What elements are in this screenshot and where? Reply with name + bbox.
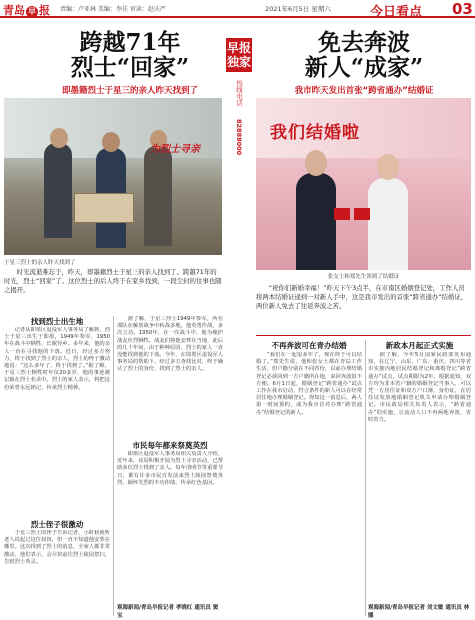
left-column-divider	[113, 316, 114, 616]
photo-stamp: 为烈士寻亲	[150, 144, 200, 155]
right-col3: “我们在一起很多年了，现在终于可以结婚了。”郑先生说，他和张女士都在青岛工作生活，但户籍分别在不同省份，以前办理结婚登记必须回到一方户籍所在地，来回奔波很不方便。6月1日起，婚姻登记“跨省通办”试点工作在我市启动，符合条件的新人可以在经常居住地办理婚姻登记。得知这一消息后，两人第一时间预约，成为我市首对办理“跨省通办”结婚登记的新人。	[256, 352, 362, 416]
editor-line: 责编：卢亚林 美编：李佳 审读：赵庆严	[60, 6, 166, 13]
left-col2: 据了解，于星三烈士1949年参军，所在部队在解放战争中转战多地，他英勇作战，多次立功。1950年，在一次战斗中，他为掩护战友壮烈牺牲。战友们将他安葬在当地，此后的几十年间，由于种种原因，烈士的家人一直没能找到他的下落。今年，在即墨区退役军人事务局的帮助下，经过多方查找比对，终于确认了烈士的身份，找到了烈士的亲人。	[117, 316, 223, 373]
hotline-number: 82888000	[235, 118, 243, 156]
right-lead-rule	[256, 335, 471, 336]
left-headline: 跨越71年 烈士“回家”	[70, 29, 190, 81]
left-section1-title: 找到烈士出生地	[30, 317, 84, 326]
right-author: 观海新闻/青岛早报记者 刘文敏 通讯员 林娜	[368, 605, 470, 619]
right-column-divider	[365, 340, 366, 616]
badge-line2: 独家	[226, 55, 251, 69]
page-number: 03	[452, 0, 473, 18]
right-photo-banner: 我们结婚啦	[270, 123, 360, 143]
left-section2-title: 烈士侄子很激动	[30, 520, 84, 529]
page-header	[0, 0, 475, 18]
issue-date: 2021年6月5日 星期六	[265, 5, 331, 13]
section-title: 今日看点	[370, 5, 423, 20]
hotline-label: 热线电话	[235, 80, 243, 106]
logo-mark-icon: 早	[28, 7, 36, 16]
right-section2-title: 新政本月起正式实施	[385, 341, 454, 350]
right-photo-caption: 张女士和郑先生领到了结婚证	[327, 274, 400, 280]
exclusive-badge	[226, 38, 252, 160]
left-col2b: 即墨区退役军人事务局相关负责人介绍，近年来，该局积极开展为烈士寻亲活动，已帮助多位烈士找到了亲人。每年清明节等重要节日，都有许多市民自发前来烈士陵园祭奠英烈，缅怀先烈的丰功伟绩，传承红色基因。	[117, 451, 223, 486]
left-photo-caption: 于星三烈士的亲人昨天找到了	[4, 260, 76, 266]
badge-line1: 早报	[226, 41, 251, 55]
right-section1-title: 不再奔波可在青办结婚	[271, 341, 347, 350]
right-subheadline: 我市昨天发出首张“跨省通办”结婚证	[294, 86, 434, 96]
right-lead: “祝你们新婚幸福！”昨天下午3点半，在市南区婚姻登记处，工作人员将两本结婚证递到一对新人手中，这是我市发出的首张“跨省通办”结婚证，两位新人免去了往返奔波之苦。	[256, 284, 468, 310]
left-section3-title: 市民每年都来祭奠英烈	[132, 441, 208, 450]
right-headline: 免去奔波 新人“成家”	[304, 29, 424, 81]
left-col1: 记者从即墨区退役军人事务局了解到，烈士于星三出生于即墨，1949年参军，1950年在战斗中牺牲，长眠异乡。多年来，他的亲人一直在寻找他的下落。近日，经过多方努力，终于找到了烈士的亲人，烈士的侄子激动地说：“这么多年了，终于找到了。”据了解，于星三烈士牺牲时年仅20多岁，他的事迹被记载在烈士名录中。烈士的家人表示，将把这份荣誉永远铭记，传承烈士精神。	[4, 327, 110, 391]
left-lead: 时光流逝难忘于，昨天，即墨籍烈士于星三的亲人找到了。跨越71年的时光，烈士“回家”了。这位烈士的后人终于在家乡找到，一段尘封的往事也随之揭开。	[4, 268, 222, 294]
left-subheadline: 即墨籍烈士于星三的亲人昨天找到了	[61, 86, 198, 96]
newspaper-logo: 青岛 早 报	[3, 4, 50, 17]
left-author: 观海新闻/青岛早报记者 孝晓红 通讯员 窦宝	[117, 605, 219, 619]
left-photo	[4, 98, 222, 255]
right-col4: 据了解，今年5月国家民政部发布通知，在辽宁、山东、广东、重庆、四川等省市实施内地居民结婚登记和离婚登记“跨省通办”试点，试点期限为2年。根据通知，双方均为非本省户籍的婚姻登记当事人，可以凭一方居住证和双方户口簿、身份证，在居住证发放地婚姻登记机关申请办理婚姻登记。市民政局相关负责人表示，“跨省通办”的实施，让流动人口不再两地奔波，省时省力。	[368, 352, 471, 423]
left-col1b: 于星三烈士的侄子告诉记者，小时候就听老人说起过这位叔叔，但一直不知道他安葬在哪里。这次找到了烈士的消息，全家人都非常激动。他们表示，会尽快前往烈士陵园祭扫，告慰烈士英灵。	[4, 530, 110, 565]
